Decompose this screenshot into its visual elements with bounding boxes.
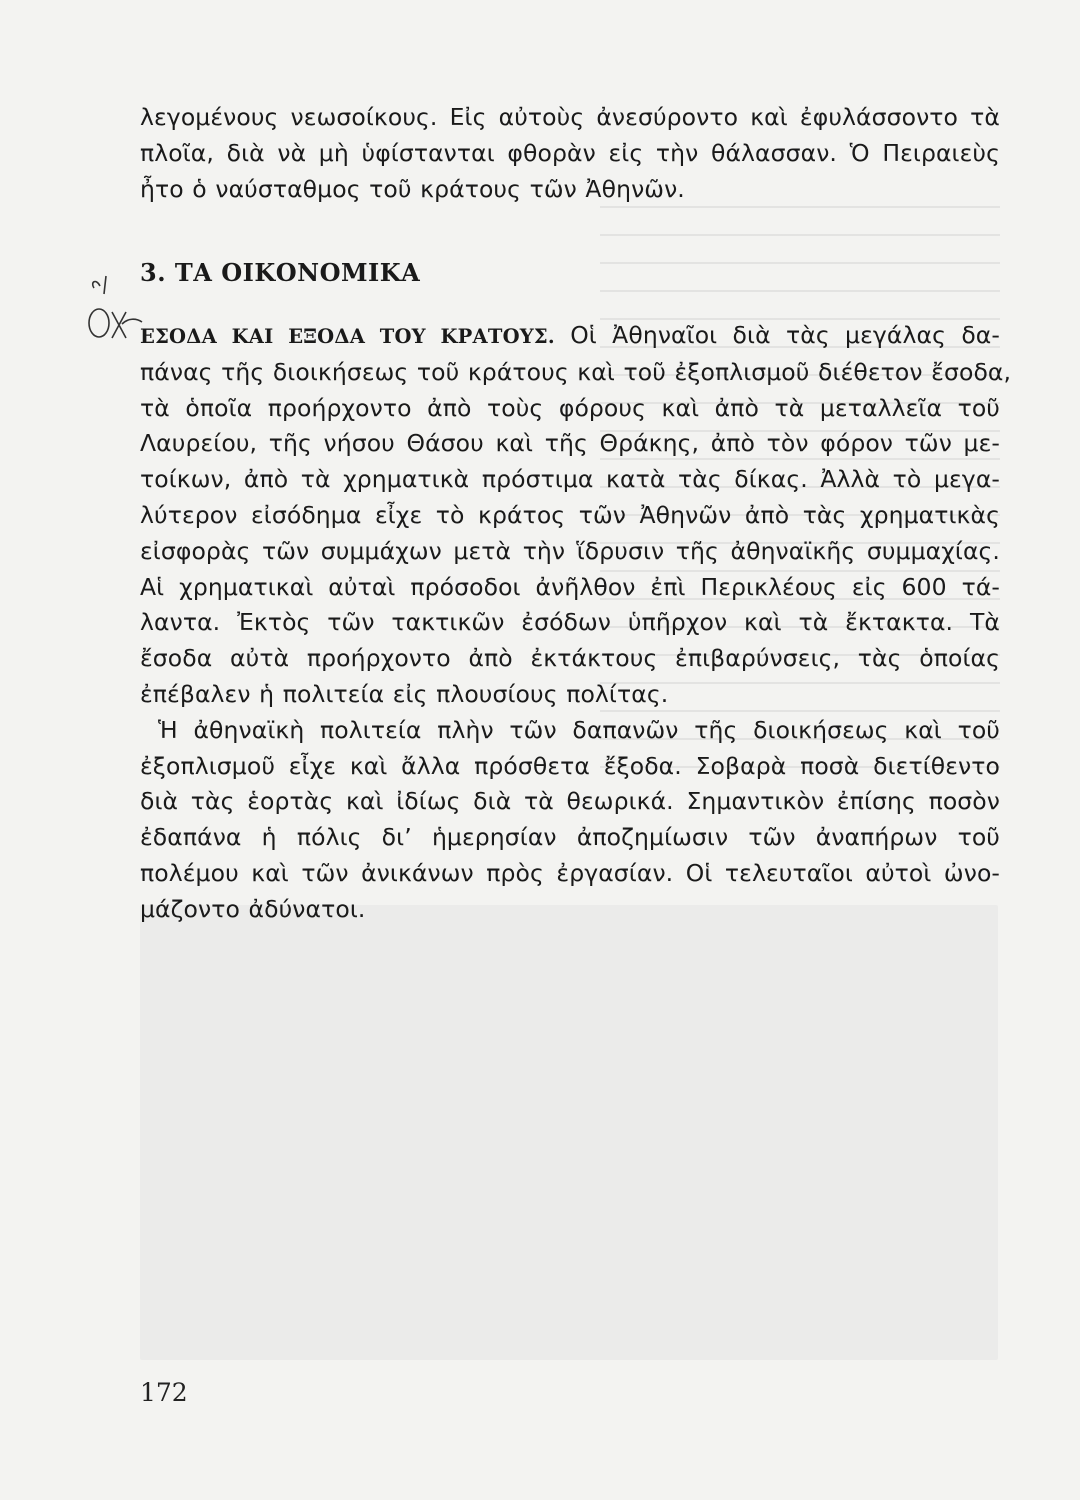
top-line-2: πλοῖα, διὰ νὰ μὴ ὑφίστανται φθορὰν εἰς τὴν θάλασσαν. Ὁ Πειραιεὺς <box>140 138 1000 167</box>
para1-line: τὰ ὁποῖα προήρχοντο ἀπὸ τοὺς φόρους καὶ ἀπὸ τὰ μεταλλεῖα τοῦ <box>140 393 1000 422</box>
para2-line: πολέμου καὶ τῶν ἀνικάνων πρὸς ἐργασίαν. Οἱ τελευταῖοι αὐτοὶ ὠνο- <box>140 858 1000 887</box>
para1-line: Αἱ χρηματικαὶ αὐταὶ πρόσοδοι ἀνῆλθον ἐπὶ Περικλέους εἰς 600 τά- <box>140 572 1000 601</box>
para1-line: ἐπέβαλεν ἡ πολιτεία εἰς πλουσίους πολίτας. <box>140 679 669 708</box>
main-line-1 <box>140 318 1000 355</box>
para2-line: Ἡ ἀθηναϊκὴ πολιτεία πλὴν τῶν δαπανῶν τῆς διοικήσεως καὶ τοῦ <box>158 715 1000 744</box>
para2-line: μάζοντο ἀδύνατοι. <box>140 894 366 923</box>
para1-line: λύτερον εἰσόδημα εἶχε τὸ κράτος τῶν Ἀθηνῶν ἀπὸ τὰς χρηματικὰς <box>140 500 1000 529</box>
para1-line: πάνας τῆς διοικήσεως τοῦ κράτους καὶ τοῦ ἐξοπλισμοῦ διέθετον ἔσοδα, <box>140 357 1012 386</box>
para2-line: διὰ τὰς ἑορτὰς καὶ ἰδίως διὰ τὰ θεωρικά. Σημαντικὸν ἐπίσης ποσὸν <box>140 787 1000 816</box>
para1-line: Λαυρείου, τῆς νήσου Θάσου καὶ τῆς Θράκης, ἀπὸ τὸν φόρον τῶν με- <box>140 429 1000 458</box>
para1-line: εἰσφορὰς τῶν συμμάχων μετὰ τὴν ἵδρυσιν τῆς ἀθηναϊκῆς συμμαχίας. <box>140 536 1000 565</box>
top-paragraph <box>140 100 1000 207</box>
page-number: 172 <box>140 1378 188 1407</box>
para1-line: τοίκων, ἀπὸ τὰ χρηματικὰ πρόστιμα κατὰ τὰς δίκας. Ἀλλὰ τὸ μεγα- <box>140 465 1000 494</box>
first-line-rest: Οἱ Ἀθηναῖοι διὰ τὰς μεγάλας δα- <box>570 321 1000 349</box>
para1-line: ἔσοδα αὐτὰ προήρχοντο ἀπὸ ἐκτάκτους ἐπιβαρύνσεις, τὰς ὁποίας <box>140 644 1000 673</box>
top-line-1: λεγομένους νεωσοίκους. Εἰς αὐτοὺς ἀνεσύροντο καὶ ἐφυλάσσοντο τὰ <box>140 103 1000 131</box>
para1-line: λαντα. Ἐκτὸς τῶν τακτικῶν ἐσόδων ὑπῆρχον καὶ τὰ ἔκτακτα. Τὰ <box>140 608 1000 637</box>
main-paragraph <box>140 318 1012 928</box>
para2-line: ἐξοπλισμοῦ εἶχε καὶ ἄλλα πρόσθετα ἔξοδα. Σοβαρὰ ποσὰ διετίθεντο <box>140 751 1000 780</box>
show-through-image <box>140 905 998 1360</box>
para2-line: ἐδαπάνα ἡ πόλις δι’ ἡμερησίαν ἀποζημίωσιν τῶν ἀναπήρων τοῦ <box>140 823 1000 852</box>
top-line-3: ἦτο ὁ ναύσταθμος τοῦ κράτους τῶν Ἀθηνῶν. <box>140 174 685 203</box>
subheading: ΕΣΟΔΑ ΚΑΙ ΕΞΟΔΑ ΤΟΥ ΚΡΑΤΟΥΣ. <box>140 325 555 348</box>
section-heading: 3. ΤΑ ΟΙΚΟΝΟΜΙΚΑ <box>140 258 421 287</box>
